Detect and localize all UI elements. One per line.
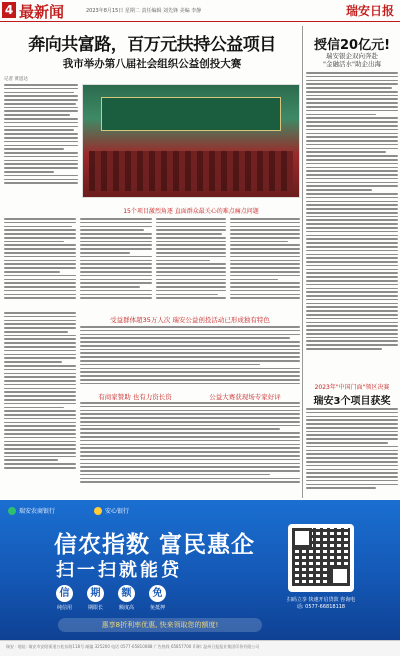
section-head-4: 公益大赛获现场专家好评 — [209, 393, 281, 401]
brand-logo-icon — [94, 507, 102, 515]
article-block-3 — [80, 402, 300, 483]
masthead — [0, 0, 400, 22]
event-stage — [101, 97, 281, 131]
feature-no-collateral — [149, 585, 166, 611]
side-article-text-2 — [306, 408, 398, 489]
section-title: 最新闻 — [19, 3, 65, 21]
page-footer: 瑞安 · 地址: 瑞安市安阳街道万松东路118号 邮编 325200 电话 0577-65810088 广告热线 65857700 印刷: 温州日报报业集团印务有限公司 — [0, 640, 400, 656]
side-subheadline: 瑞安银企双向奔赴 "金融活水"助企出海 — [323, 52, 381, 68]
qr-caption: 扫码立享 快速开启贷款 咨询电话: 0577-66818118 — [286, 597, 356, 610]
bank-logo-text: 瑞安农商银行 — [19, 508, 56, 515]
qr-code[interactable] — [288, 524, 354, 592]
section-head-3: 有商家赞助 也有力资长资 — [98, 393, 172, 401]
ad-feature-icons — [56, 585, 166, 611]
side-headline-2: 瑞安3个项目获奖 — [313, 396, 391, 407]
side-article-text — [306, 72, 398, 350]
byline: 记者 黄思达 — [4, 77, 28, 82]
side-headline: 授信20亿元! — [313, 38, 391, 53]
feature-label: 额度高 — [118, 605, 134, 611]
brand-logo-text: 安心银行 — [105, 508, 130, 515]
qr-code-pattern — [292, 528, 350, 586]
ad-slogan: 惠享8折利率优惠, 快来领取您的额度! — [58, 618, 262, 632]
ad-headline: 信农指数 富民惠企 — [54, 532, 256, 558]
article-block-2 — [80, 326, 300, 384]
feature-label: 纯信用 — [56, 605, 72, 611]
event-photo — [82, 84, 300, 198]
feature-credit — [56, 585, 73, 611]
bank-advertisement — [0, 500, 400, 645]
no-collateral-icon: 免 — [149, 585, 166, 602]
section-head-2: 受益群体超35万人次 瑞安公益创投活动已形成独有特色 — [110, 316, 270, 324]
lead-paragraph — [4, 84, 78, 184]
article-column-3 — [156, 218, 226, 299]
page-number: 4 — [2, 2, 16, 18]
feature-label: 免抵押 — [149, 605, 165, 611]
article-column-2 — [80, 218, 152, 299]
amount-icon: 额 — [118, 585, 135, 602]
event-audience — [89, 151, 293, 191]
side-section-head: 2023年"中国门面"领区决赛 — [314, 384, 390, 391]
article-column-5 — [4, 312, 76, 469]
column-divider — [302, 26, 303, 498]
brand-logo — [94, 506, 129, 515]
main-headline: 奔向共富路，百万元扶持公益项目 — [28, 35, 276, 55]
credit-icon: 信 — [56, 585, 73, 602]
newspaper-brand: 瑞安日报 — [345, 4, 394, 18]
term-icon: 期 — [87, 585, 104, 602]
feature-label: 期限长 — [87, 605, 103, 611]
article-column-4 — [230, 218, 300, 299]
ad-subheadline: 扫一扫就能贷 — [56, 560, 182, 581]
bank-logo — [8, 506, 55, 515]
feature-amount — [118, 585, 135, 611]
article-column-1 — [4, 218, 76, 299]
feature-term — [87, 585, 104, 611]
issue-meta: 2023年8月15日 星期二 责任编辑 刘先锋 美编 李静 — [86, 8, 202, 14]
photo-caption: 15个项目激烈角逐 直面群众最关心的难点痛点问题 — [123, 208, 259, 215]
bank-logo-icon — [8, 507, 16, 515]
main-subheadline: 我市举办第八届社会组织公益创投大赛 — [62, 58, 242, 70]
